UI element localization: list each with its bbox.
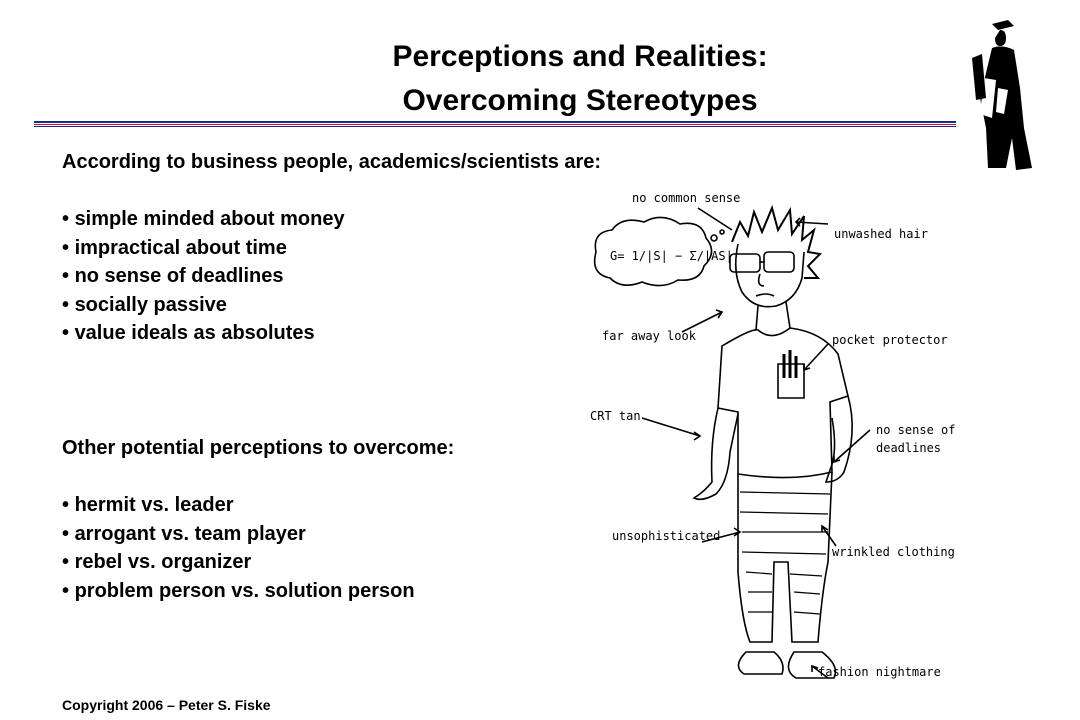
list-item: • problem person vs. solution person xyxy=(62,577,454,606)
title-rule-blue xyxy=(34,121,956,123)
label-fashion-nightmare: fashion nightmare xyxy=(818,665,941,679)
label-unsophisticated: unsophisticated xyxy=(612,529,721,543)
list-item: • arrogant vs. team player xyxy=(62,520,454,549)
torso xyxy=(718,328,848,478)
title-rule-red xyxy=(34,124,956,125)
slide-title-line-2: Overcoming Stereotypes xyxy=(402,84,758,117)
business-perceptions-list xyxy=(62,205,601,348)
list-item: • no sense of deadlines xyxy=(62,262,601,291)
business-perceptions-section xyxy=(62,148,601,348)
copyright-footer: Copyright 2006 – Peter S. Fiske xyxy=(62,697,271,713)
label-unwashed-hair: unwashed hair xyxy=(834,227,928,241)
label-no-sense-of: no sense of xyxy=(876,423,956,437)
other-perceptions-heading: Other potential perceptions to overcome: xyxy=(62,437,455,459)
unwashed-hair xyxy=(732,208,820,278)
list-item: • simple minded about money xyxy=(62,205,601,234)
graduate-silhouette-logo xyxy=(962,18,1042,178)
business-perceptions-heading: According to business people, academics/scientists are: xyxy=(62,151,602,173)
title-rule-blue-lower xyxy=(34,126,956,127)
list-item: • impractical about time xyxy=(62,234,601,263)
label-crt-tan: CRT tan xyxy=(590,409,641,423)
left-arm xyxy=(694,408,738,499)
svg-text:G= 1/|S| − Σ/|AS|: G= 1/|S| − Σ/|AS| xyxy=(610,249,733,263)
other-perceptions-section xyxy=(62,434,454,605)
slide-title-line-1: Perceptions and Realities: xyxy=(392,40,768,73)
label-pocket-protector: pocket protector xyxy=(832,333,948,347)
list-item: • hermit vs. leader xyxy=(62,491,454,520)
list-item: • socially passive xyxy=(62,291,601,320)
label-no-common-sense: no common sense xyxy=(632,191,741,205)
list-item: • rebel vs. organizer xyxy=(62,548,454,577)
label-far-away-look: far away look xyxy=(602,329,696,343)
wrinkled-pants xyxy=(738,472,832,642)
list-item: • value ideals as absolutes xyxy=(62,319,601,348)
label-deadlines: deadlines xyxy=(876,441,942,455)
other-perceptions-list xyxy=(62,491,454,605)
label-wrinkled-clothing: wrinkled clothing xyxy=(832,545,955,559)
stereotype-scientist-cartoon xyxy=(582,182,982,712)
